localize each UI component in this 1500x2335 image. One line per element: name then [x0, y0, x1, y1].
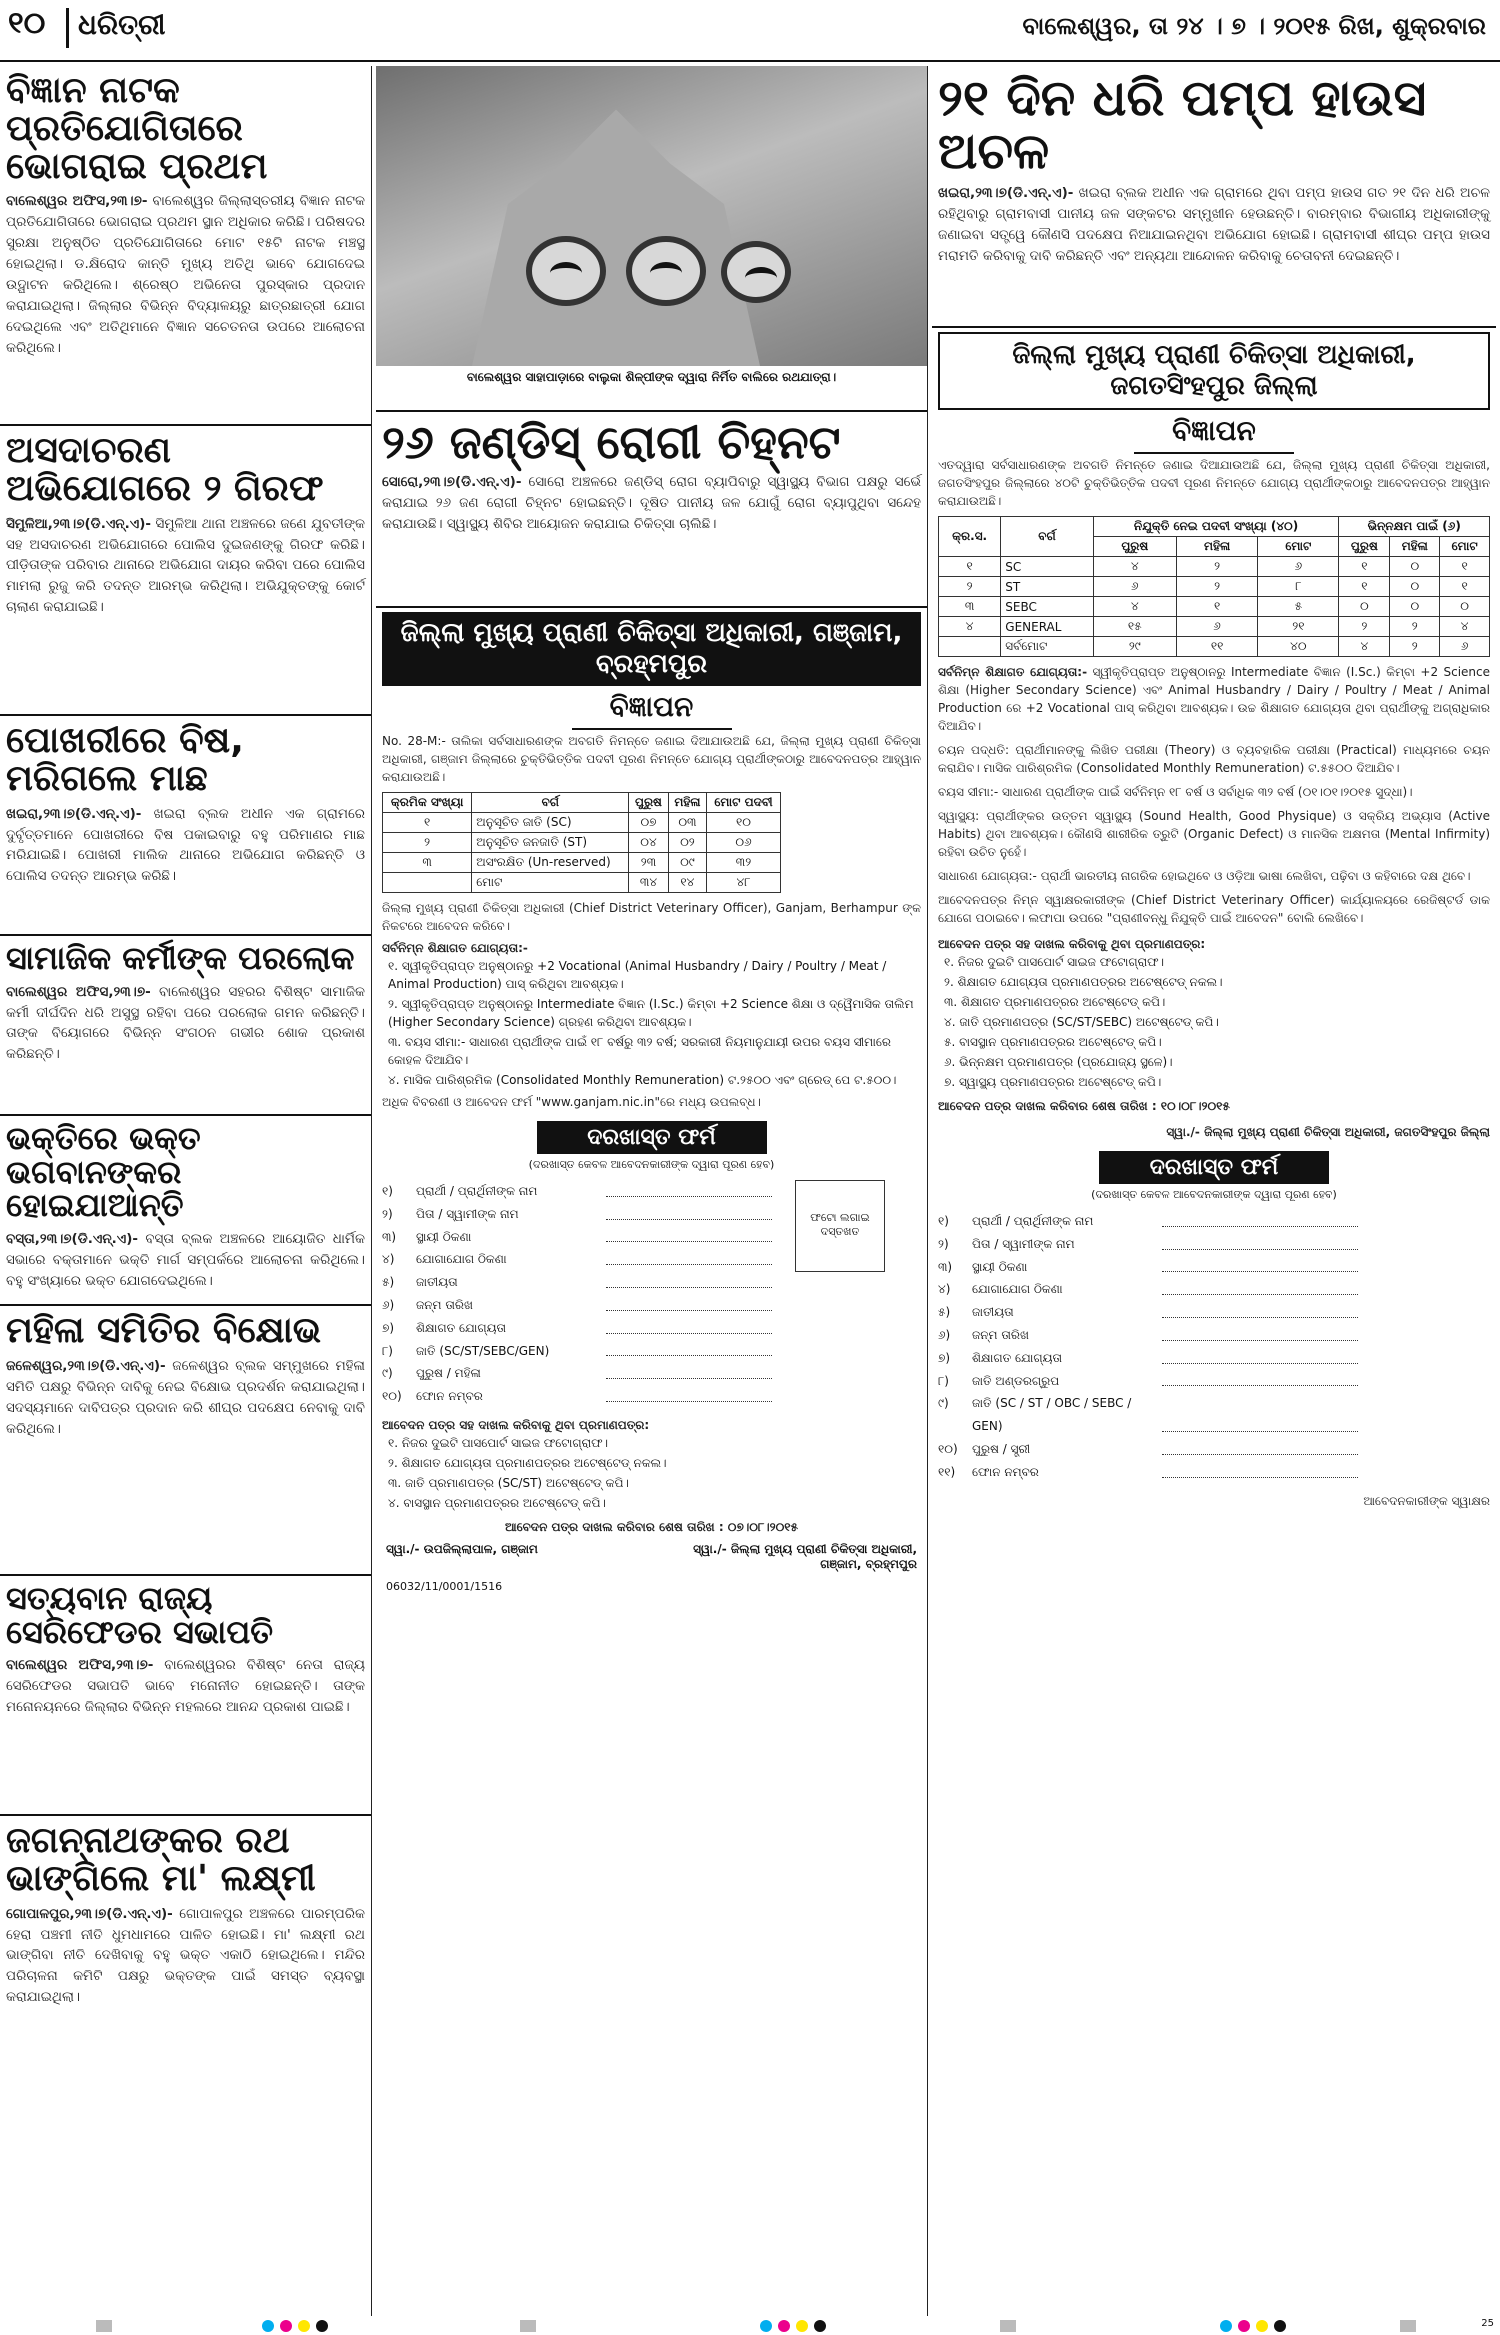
- deity-face-shape: [526, 236, 606, 306]
- list-item: ୪. ବାସସ୍ଥାନ ପ୍ରମାଣପତ୍ରର ଅଟେଷ୍ଟେଡ୍ କପି।: [388, 1495, 606, 1510]
- table-cell: ଅନୁସୂଚିତ ଜନଜାତି (ST): [472, 833, 629, 853]
- form-line: [606, 1203, 772, 1220]
- signature-block: [382, 1536, 921, 1578]
- registration-dot-yellow: [298, 2320, 310, 2332]
- form-line: [606, 1226, 772, 1243]
- table-cell: ୦: [1390, 577, 1440, 597]
- table-header-cell: କ୍ରମିକ ସଂଖ୍ୟା: [383, 793, 472, 813]
- story-body: ଜଳେଶ୍ୱର ବ୍ଲକ ସମ୍ମୁଖରେ ମହିଳା ସମିତି ପକ୍ଷରୁ ବିଭିନ୍ନ ଦାବିକୁ ନେଇ ବିକ୍ଷୋଭ ପ୍ରଦର୍ଶନ କରାଯାଇଥିଲା। ସଦସ୍ୟମାନେ ଦାବିପତ୍ର ପ୍ରଦାନ କରି ଶୀଘ୍ର ପଦକ୍ଷେପ ନେବାକୁ ଦାବି କରିଥିଲେ।: [6, 1357, 366, 1437]
- story-dateline: ଖଇରା,୨୩।୭(ଡି.ଏନ୍.ଏ)-: [6, 805, 142, 822]
- registration-bar: [96, 2320, 112, 2332]
- registration-dot-magenta: [280, 2320, 292, 2332]
- table-cell: ୧: [1440, 577, 1490, 597]
- form-title: ଦରଖାସ୍ତ ଫର୍ମ: [537, 1121, 767, 1154]
- form-label: ପୁରୁଷ / ମହିଳା: [416, 1366, 481, 1381]
- table-cell: ୪୦: [1258, 637, 1339, 657]
- form-line: [606, 1385, 772, 1402]
- right-column: [932, 66, 1496, 2316]
- form-row: [382, 1317, 772, 1340]
- form-label: ଫୋନ ନମ୍ବର: [416, 1389, 483, 1404]
- last-date: ଆବେଦନ ପତ୍ର ଦାଖଲ କରିବାର ଶେଷ ତାରିଖ : ୧୦।୦୮।୨୦୧୫: [938, 1099, 1230, 1113]
- story-body: ସିମୁଳିଆ ଥାନା ଅଞ୍ଚଳରେ ଜଣେ ଯୁବତୀଙ୍କ ସହ ଅସଦାଚରଣ ଅଭିଯୋଗରେ ପୋଲିସ ଦୁଇଜଣଙ୍କୁ ଗିରଫ କରିଛି। ପୀଡ଼ିତାଙ୍କ ପରିବାର ଥାନାରେ ଅଭିଯୋଗ ଦାୟର କରିବା ପରେ ପୋଲିସ ମାମଲା ରୁଜୁ କରି ତଦନ୍ତ ଆରମ୍ଭ କରିଥିଲା। ଅଭିଯୁକ୍ତଙ୍କୁ କୋର୍ଟ ଚାଲାଣ କରାଯାଇଛି।: [6, 515, 365, 616]
- form-number: ୪): [382, 1252, 395, 1267]
- story-jaundice: [376, 412, 927, 608]
- story-rath: [0, 1816, 371, 2306]
- story-science-drama: [0, 66, 371, 426]
- registration-dot-black: [316, 2320, 328, 2332]
- form-line: [1162, 1347, 1358, 1364]
- headline: ଜଗନ୍ନାଥଙ୍କର ରଥ ଭାଙ୍ଗିଲେ ମା' ଲକ୍ଷ୍ମୀ: [6, 1820, 316, 1899]
- form-label: ଯୋଗାଯୋଗ ଠିକଣା: [416, 1252, 507, 1267]
- table-row: [383, 873, 781, 893]
- form-number: ୧୦): [382, 1389, 402, 1404]
- notice-header: ଜିଲ୍ଲା ମୁଖ୍ୟ ପ୍ରାଣୀ ଚିକିତ୍ସା ଅଧିକାରୀ, ଗଞ୍ଜାମ, ବ୍ରହ୍ମପୁର: [382, 612, 921, 686]
- form-row: [938, 1256, 1358, 1279]
- table-cell: ୧: [1176, 597, 1257, 617]
- reference-number: 06032/11/0001/1516: [386, 1579, 503, 1593]
- table-row: [939, 617, 1490, 637]
- list-item: ୧. ନିଜର ଦୁଇଟି ପାସପୋର୍ଟ ସାଇଜ ଫଟୋଗ୍ରାଫ।: [388, 1435, 609, 1450]
- form-label: ପିତା / ସ୍ୱାମୀଙ୍କ ନାମ: [972, 1236, 1075, 1251]
- selection-text: ଚୟନ ପଦ୍ଧତି: ପ୍ରାର୍ଥୀମାନଙ୍କୁ ଲିଖିତ ପରୀକ୍ଷା (Theory) ଓ ବ୍ୟବହାରିକ ପରୀକ୍ଷା (Practical) ମାଧ୍ୟମରେ ଚୟନ କରାଯିବ। ମାସିକ ପାରିଶ୍ରମିକ (Consolidated Monthly Remuneration) ଟ.୫୫୦୦ ଦିଆଯିବ।: [938, 743, 1490, 775]
- table-cell: ୦୩: [668, 813, 707, 833]
- table-cell: GENERAL: [1001, 617, 1093, 637]
- table-cell: ୨: [939, 577, 1001, 597]
- dateline: ବାଲେଶ୍ୱର, ତା ୨୪ । ୭ । ୨୦୧୫ ରିଖ, ଶୁକ୍ରବାର: [1022, 12, 1486, 40]
- form-line: [1162, 1256, 1358, 1273]
- last-date: ଆବେଦନ ପତ୍ର ଦାଖଲ କରିବାର ଶେଷ ତାରିଖ : ୦୭।୦୮।୨୦୧୫: [505, 1519, 798, 1534]
- table-cell: ୩: [939, 597, 1001, 617]
- page-code: 25: [1481, 2318, 1494, 2329]
- headline: ପୋଖରୀରେ ବିଷ, ମରିଗଲେ ମାଛ: [6, 720, 244, 799]
- enclosure-title: ଆବେଦନ ପତ୍ର ସହ ଦାଖଲ କରିବାକୁ ଥିବା ପ୍ରମାଣପତ୍ର:: [382, 1417, 650, 1432]
- form-row: [938, 1233, 1358, 1256]
- list-item: ୩. ଶିକ୍ଷାଗତ ପ୍ରମାଣପତ୍ରର ଅଟେଷ୍ଟେଡ୍ କପି।: [944, 995, 1166, 1009]
- notice-subtitle: ବିଜ୍ଞାପନ: [938, 410, 1490, 456]
- form-row: [382, 1385, 772, 1408]
- table-group-header: ନିଯୁକ୍ତି ନେଇ ପଦବୀ ସଂଖ୍ୟା (୪୦): [1093, 517, 1339, 537]
- table-cell: ୩୨: [707, 853, 781, 873]
- table-cell: ୧୧: [1176, 637, 1257, 657]
- notice-intro: No. 28-M:- ତାଲିକା ସର୍ବସାଧାରଣଙ୍କ ଅବଗତି ନିମନ୍ତେ ଜଣାଇ ଦିଆଯାଉଅଛି ଯେ, ଜିଲ୍ଲା ମୁଖ୍ୟ ପ୍ରାଣୀ ଚିକିତ୍ସା ଅଧିକାରୀ, ଗଞ୍ଜାମ ଜିଲ୍ଲାରେ ଚୁକ୍ତିଭିତ୍ତିକ ପଦବୀ ପୂରଣ ନିମନ୍ତେ ଯୋଗ୍ୟ ପ୍ରାର୍ଥୀଙ୍କଠାରୁ ଆବେଦନପତ୍ର ଆହ୍ୱାନ କରାଯାଉଅଛି।: [382, 734, 921, 784]
- list-item: ୬. ଭିନ୍ନକ୍ଷମ ପ୍ରମାଣପତ୍ର (ପ୍ରଯୋଜ୍ୟ ସ୍ଥଳେ)।: [944, 1055, 1173, 1069]
- applicant-signature: ଆବେଦନକାରୀଙ୍କ ସ୍ୱାକ୍ଷର: [1363, 1493, 1490, 1508]
- table-cell: SC: [1001, 557, 1093, 577]
- qualification-title: ସର୍ବନିମ୍ନ ଶିକ୍ଷାଗତ ଯୋଗ୍ୟତା:-: [382, 941, 528, 955]
- table-cell: ୦୭: [629, 813, 668, 833]
- table-row: [383, 833, 781, 853]
- story-body: ଗୋପାଳପୁର ଅଞ୍ଚଳରେ ପାରମ୍ପରିକ ହେରା ପଞ୍ଚମୀ ନୀତି ଧୁମଧାମରେ ପାଳିତ ହୋଇଛି। ମା' ଲକ୍ଷ୍ମୀ ରଥ ଭାଙ୍ଗିବା ନୀତି ଦେଖିବାକୁ ବହୁ ଭକ୍ତ ଏକାଠି ହୋଇଥିଲେ। ମନ୍ଦିର ପରିଚାଳନା କମିଟି ପକ୍ଷରୁ ଭକ୍ତଙ୍କ ପାଇଁ ସମସ୍ତ ବ୍ୟବସ୍ଥା କରାଯାଇଥିଲା।: [6, 1905, 365, 2006]
- form-note: (ଦରଖାସ୍ତ କେବଳ ଆବେଦନକାରୀଙ୍କ ଦ୍ୱାରା ପୂରଣ ହେବ): [1091, 1188, 1337, 1201]
- table-cell: SEBC: [1001, 597, 1093, 617]
- headline: ଅସଦାଚରଣ ଅଭିଯୋଗରେ ୨ ଗିରଫ: [6, 430, 324, 509]
- form-row: [382, 1271, 772, 1294]
- registration-bar: [1000, 2320, 1016, 2332]
- table-cell: ୬: [1440, 637, 1490, 657]
- table-cell: ୧୦: [707, 813, 781, 833]
- form-number: ୧୧): [938, 1464, 956, 1479]
- story-body: ସୋରୋ ଅଞ୍ଚଳରେ ଜଣ୍ଡିସ୍ ରୋଗ ବ୍ୟାପିବାରୁ ସ୍ୱାସ୍ଥ୍ୟ ବିଭାଗ ପକ୍ଷରୁ ସର୍ଭେ କରାଯାଇ ୨୬ ଜଣ ରୋଗୀ ଚିହ୍ନଟ ହୋଇଛନ୍ତି। ଦୂଷିତ ପାନୀୟ ଜଳ ଯୋଗୁଁ ରୋଗ ବ୍ୟାପୁଥିବା ସନ୍ଦେହ କରାଯାଉଛି। ସ୍ୱାସ୍ଥ୍ୟ ଶିବିର ଆୟୋଜନ କରାଯାଇ ଚିକିତ୍ସା ଚାଲିଛି।: [382, 474, 921, 533]
- table-cell: ୧: [1339, 557, 1390, 577]
- table-cell: ୨: [383, 833, 472, 853]
- form-label: ପୁରୁଷ / ସ୍ତ୍ରୀ: [972, 1441, 1031, 1456]
- sand-temple-shape: [436, 96, 796, 366]
- table-header-cell: ମହିଳା: [1390, 537, 1440, 557]
- masthead-divider: [66, 8, 69, 48]
- form-label: ଜାତି (SC / ST / OBC / SEBC / GEN): [972, 1396, 1132, 1434]
- table-cell: ୨: [1176, 577, 1257, 597]
- form-label: ପ୍ରାର୍ଥୀ / ପ୍ରାର୍ଥିନୀଙ୍କ ନାମ: [972, 1214, 1094, 1228]
- table-cell: [383, 873, 472, 893]
- registration-dot-magenta: [1238, 2320, 1250, 2332]
- ganjam-notice: [376, 608, 927, 2308]
- signature-right: ସ୍ୱା./- ଜିଲ୍ଲା ମୁଖ୍ୟ ପ୍ରାଣୀ ଚିକିତ୍ସା ଅଧିକାରୀ, ଗଞ୍ଜାମ, ବ୍ରହ୍ମପୁର: [693, 1541, 917, 1571]
- form-row: [382, 1248, 772, 1271]
- story-social-worker: [0, 936, 371, 1116]
- form-label: ଫୋନ ନମ୍ବର: [972, 1464, 1039, 1479]
- form-label: ଜାତି ଅଣ୍ଡରଗ୍ରୁପ: [972, 1373, 1060, 1388]
- table-cell: ମୋଟ: [472, 873, 629, 893]
- headline: ମହିଳା ସମିତିର ବିକ୍ଷୋଭ: [6, 1310, 322, 1351]
- photo-caption: ବାଲେଶ୍ୱର ସାହାପାଡ଼ାରେ ବାଲୁକା ଶିଳ୍ପୀଙ୍କ ଦ୍ୱାରା ନିର୍ମିତ ବାଲିରେ ରଥଯାତ୍ରା।: [466, 370, 837, 384]
- table-cell: ୫: [1258, 597, 1339, 617]
- list-item: ୧. ସ୍ୱୀକୃତିପ୍ରାପ୍ତ ଅନୁଷ୍ଠାନରୁ +2 Vocational (Animal Husbandry / Dairy / Poultry / Meat / Animal Production) ପାସ୍ କରିଥିବା ଆବଶ୍ୟକ।: [388, 959, 887, 991]
- form-number: ୧): [938, 1214, 949, 1228]
- form-number: ୬): [382, 1297, 395, 1312]
- headline: ବିଜ୍ଞାନ ନାଟକ ପ୍ରତିଯୋଗିତାରେ ଭୋଗରାଇ ପ୍ରଥମ: [6, 70, 268, 187]
- story-serifed: [0, 1576, 371, 1816]
- age-text: ବୟସ ସୀମା:- ସାଧାରଣ ପ୍ରାର୍ଥୀଙ୍କ ପାଇଁ ସର୍ବନିମ୍ନ ୧୮ ବର୍ଷ ଓ ସର୍ବାଧିକ ୩୨ ବର୍ଷ (୦୧।୦୧।୨୦୧୫ ସୁଦ୍ଧା)।: [938, 785, 1413, 799]
- story-pump-house: [932, 66, 1496, 328]
- form-number: ୬): [938, 1327, 951, 1342]
- signature: ସ୍ୱା./- ଜିଲ୍ଲା ମୁଖ୍ୟ ପ୍ରାଣୀ ଚିକିତ୍ସା ଅଧିକାରୀ, ଜଗତସିଂହପୁର ଜିଲ୍ଲା: [1166, 1125, 1490, 1139]
- notice-intro: ଏତଦ୍ୱାରା ସର୍ବସାଧାରଣଙ୍କ ଅବଗତି ନିମନ୍ତେ ଜଣାଇ ଦିଆଯାଉଅଛି ଯେ, ଜିଲ୍ଲା ମୁଖ୍ୟ ପ୍ରାଣୀ ଚିକିତ୍ସା ଅଧିକାରୀ, ଜଗତସିଂହପୁର ଜିଲ୍ଲାରେ ୪୦ଟି ଚୁକ୍ତିଭିତ୍ତିକ ପଦବୀ ପୂରଣ ନିମନ୍ତେ ଯୋଗ୍ୟ ପ୍ରାର୍ଥୀଙ୍କଠାରୁ ଆବେଦନପତ୍ର ଆହ୍ୱାନ କରାଯାଉଅଛି।: [938, 458, 1490, 508]
- form-row: [938, 1278, 1358, 1301]
- form-line: [606, 1294, 772, 1311]
- table-header-cell: ବର୍ଗ: [1001, 517, 1093, 557]
- registration-dot-black: [814, 2320, 826, 2332]
- list-item: ୩. ଜାତି ପ୍ରମାଣପତ୍ର (SC/ST) ଅଟେଷ୍ଟେଡ୍ କପି।: [388, 1475, 629, 1490]
- list-item: ୨. ଶିକ୍ଷାଗତ ଯୋଗ୍ୟତା ପ୍ରମାଣପତ୍ରର ଅଟେଷ୍ଟେଡ୍ ନକଲ।: [944, 975, 1223, 989]
- table-cell: ସର୍ବମୋଟ: [1001, 637, 1093, 657]
- registration-dot-cyan: [760, 2320, 772, 2332]
- story-body: ଖଇରା ବ୍ଲକ ଅଧୀନ ଏକ ଗ୍ରାମରେ ଥିବା ପମ୍ପ ହାଉସ ଗତ ୨୧ ଦିନ ଧରି ଅଚଳ ରହିଥିବାରୁ ଗ୍ରାମବାସୀ ପାନୀୟ ଜଳ ସଙ୍କଟର ସମ୍ମୁଖୀନ ହେଉଛନ୍ତି। ବାରମ୍ବାର ବିଭାଗୀୟ ଅଧିକାରୀଙ୍କୁ ଜଣାଇବା ସତ୍ତ୍ୱେ କୌଣସି ପଦକ୍ଷେପ ନିଆଯାଇନଥିବା ଅଭିଯୋଗ ହୋଇଛି। ଗ୍ରାମବାସୀ ଶୀଘ୍ର ପମ୍ପ ହାଉସ ମରାମତି କରିବାକୁ ଦାବି କରିଛନ୍ତି ଏବଂ ଅନ୍ୟଥା ଆନ୍ଦୋଳନ କରିବାକୁ ଚେତାବନୀ ଦେଇଛନ୍ତି।: [938, 185, 1490, 264]
- story-body: ବାଲେଶ୍ୱର ସହରର ବିଶିଷ୍ଟ ସାମାଜିକ କର୍ମୀ ଦୀର୍ଘଦିନ ଧରି ଅସୁସ୍ଥ ରହିବା ପରେ ପରଲୋକ ଗମନ କରିଛନ୍ତି। ତାଙ୍କ ବିୟୋଗରେ ବିଭିନ୍ନ ସଂଗଠନ ଗଭୀର ଶୋକ ପ୍ରକାଶ କରିଛନ୍ତି।: [6, 983, 365, 1063]
- deity-face-shape: [721, 241, 791, 303]
- story-dateline: ଜଳେଶ୍ୱର,୨୩।୭(ଡି.ଏନ୍.ଏ)-: [6, 1357, 166, 1374]
- table-header-cell: ପୁରୁଷ: [629, 793, 668, 813]
- story-dateline: ଗୋପାଳପୁର,୨୩।୭(ଡି.ଏନ୍.ଏ)-: [6, 1905, 173, 1922]
- form-line: [1162, 1392, 1358, 1432]
- form-number: ୨): [382, 1206, 393, 1221]
- form-title: ଦରଖାସ୍ତ ଫର୍ମ: [1099, 1151, 1329, 1184]
- form-number: ୮): [938, 1373, 949, 1388]
- form-row: [938, 1392, 1358, 1438]
- form-label: ଶିକ୍ଷାଗତ ଯୋଗ୍ୟତା: [416, 1320, 507, 1335]
- form-number: ୧୦): [938, 1441, 958, 1456]
- registration-dot-black: [1274, 2320, 1286, 2332]
- table-cell: ୦୨: [668, 833, 707, 853]
- form-row: [382, 1203, 772, 1226]
- form-row: [938, 1347, 1358, 1370]
- form-number: ୫): [938, 1305, 951, 1320]
- middle-column: [376, 66, 928, 2316]
- table-cell: ୩୪: [629, 873, 668, 893]
- table-cell: ୦୬: [707, 833, 781, 853]
- table-row: [939, 637, 1490, 657]
- jagatsinghpur-notice: [932, 328, 1496, 2308]
- list-item: ୩. ବୟସ ସୀମା:- ସାଧାରଣ ପ୍ରାର୍ଥୀଙ୍କ ପାଇଁ ୧୮ ବର୍ଷରୁ ୩୨ ବର୍ଷ; ସରକାରୀ ନିୟମାନୁଯାୟୀ ଉପର ବୟସ ସୀମାରେ କୋହଳ ଦିଆଯିବ।: [388, 1035, 891, 1067]
- notice-header: ଜିଲ୍ଲା ମୁଖ୍ୟ ପ୍ରାଣୀ ଚିକିତ୍ସା ଅଧିକାରୀ, ଜଗତସିଂହପୁର ଜିଲ୍ଲା: [938, 332, 1490, 410]
- form-number: ୩): [382, 1229, 397, 1244]
- form-line: [1162, 1210, 1358, 1227]
- story-body: ବାଲେଶ୍ୱରର ବିଶିଷ୍ଟ ନେତା ରାଜ୍ୟ ସେରିଫେଡର ସଭାପତି ଭାବେ ମନୋନୀତ ହୋଇଛନ୍ତି। ତାଙ୍କ ମନୋନୟନରେ ଜିଲ୍ଲାର ବିଭିନ୍ନ ମହଲରେ ଆନନ୍ଦ ପ୍ରକାଶ ପାଇଛି।: [6, 1657, 366, 1716]
- table-header-cell: ମୋଟ: [1440, 537, 1490, 557]
- form-line: [1162, 1233, 1358, 1250]
- form-number: ୪): [938, 1282, 951, 1297]
- table-cell: ଅସଂରକ୍ଷିତ (Un-reserved): [472, 853, 629, 873]
- story-dateline: ଖଇରା,୨୩।୭(ଡି.ଏନ୍.ଏ)-: [938, 185, 1074, 201]
- registration-dot-cyan: [1220, 2320, 1232, 2332]
- table-row: [383, 813, 781, 833]
- table-cell: ୪: [1440, 617, 1490, 637]
- form-label: ଜାତୀୟତା: [416, 1275, 458, 1290]
- table-cell: ୪: [939, 617, 1001, 637]
- table-header-cell: ମହିଳା: [668, 793, 707, 813]
- form-number: ୧): [382, 1184, 393, 1198]
- newspaper-brand: ଧରିତ୍ରୀ: [78, 8, 166, 41]
- form-line: [606, 1180, 772, 1197]
- table-cell: ୦: [1339, 597, 1390, 617]
- table-cell: ୨୩: [629, 853, 668, 873]
- notice-subtitle: ବିଜ୍ଞାପନ: [382, 686, 921, 732]
- table-cell: ୬: [1176, 617, 1257, 637]
- form-label: ଯୋଗାଯୋଗ ଠିକଣା: [972, 1282, 1063, 1297]
- table-header-cell: ବର୍ଗ: [472, 793, 629, 813]
- application-form: [382, 1180, 921, 1408]
- print-registration-strip: [0, 2318, 1500, 2335]
- page-number: ୧୦: [8, 6, 46, 41]
- list-item: ୨. ସ୍ୱୀକୃତିପ୍ରାପ୍ତ ଅନୁଷ୍ଠାନରୁ Intermediate ବିଜ୍ଞାନ (I.Sc.) କିମ୍ବା +2 Science ଶିକ୍ଷା ଓ ଦ୍ୱୈମାସିକ ତାଲିମ (Higher Secondary Science) ଗ୍ରହଣ କରିଥିବା ଆବଶ୍ୟକ।: [388, 997, 914, 1029]
- form-number: ୯): [938, 1396, 949, 1411]
- form-number: ୭): [382, 1320, 395, 1335]
- table-cell: ୬: [1093, 577, 1176, 597]
- form-row: [382, 1226, 772, 1249]
- qualification-text: ସ୍ୱୀକୃତିପ୍ରାପ୍ତ ଅନୁଷ୍ଠାନରୁ Intermediate ବିଜ୍ଞାନ (I.Sc.) କିମ୍ବା +2 Science ଶିକ୍ଷା (Higher Secondary Science) ଏବଂ Animal Husbandry / Dairy / Poultry / Meat / Animal Production ରେ +2 Vocational ପାସ୍ କରିଥିବା ଆବଶ୍ୟକ। ଉଚ୍ଚ ଶିକ୍ଷାଗତ ଯୋଗ୍ୟତା ଥିବା ପ୍ରାର୍ଥୀଙ୍କୁ ଅଗ୍ରାଧିକାର ଦିଆଯିବ।: [938, 665, 1490, 733]
- left-column: [0, 66, 372, 2316]
- form-row: [938, 1438, 1358, 1461]
- story-body: ବାଲେଶ୍ୱର ଜିଲ୍ଲାସ୍ତରୀୟ ବିଜ୍ଞାନ ନାଟକ ପ୍ରତିଯୋଗିତାରେ ଭୋଗରାଇ ପ୍ରଥମ ସ୍ଥାନ ଅଧିକାର କରିଛି। ପରିଷଦର ସୁରକ୍ଷା ଅନୁଷ୍ଠିତ ପ୍ରତିଯୋଗିତାରେ ମୋଟ ୧୫ଟି ନାଟକ ମଞ୍ଚସ୍ଥ ହୋଇଥିଲା। ଡ.କ୍ଷିରୋଦ କାନ୍ତି ମୁଖ୍ୟ ଅତିଥି ଭାବେ ଯୋଗଦେଇ ଉଦ୍ଘାଟନ କରିଥିଲେ। ଶ୍ରେଷ୍ଠ ଅଭିନେତା ପୁରସ୍କାର ପ୍ରଦାନ କରାଯାଇଥିଲା। ଜିଲ୍ଲାର ବିଭିନ୍ନ ବିଦ୍ୟାଳୟରୁ ଛାତ୍ରଛାତ୍ରୀ ଯୋଗ ଦେଇଥିଲେ ଏବଂ ଅତିଥିମାନେ ବିଜ୍ଞାନ ସଚେତନତା ଉପରେ ଆଲୋଚନା କରିଥିଲେ।: [6, 193, 366, 356]
- table-cell: ୧: [939, 557, 1001, 577]
- table-header-cell: ମୋଟ: [1258, 537, 1339, 557]
- table-cell: ୨: [1390, 617, 1440, 637]
- photo-story: [376, 66, 927, 412]
- form-line: [606, 1271, 772, 1288]
- form-label: ଜାତୀୟତା: [972, 1305, 1014, 1320]
- table-cell: [939, 637, 1001, 657]
- story-dateline: ସିମୁଳିଆ,୨୩।୭(ଡି.ଏନ୍.ଏ)-: [6, 515, 151, 532]
- table-cell: ୧୫: [1093, 617, 1176, 637]
- enclosure-list: [382, 1434, 921, 1512]
- table-cell: ୦: [1390, 597, 1440, 617]
- enclosure-list: [938, 953, 1490, 1091]
- headline: ଭକ୍ତିରେ ଭକ୍ତ ଭଗବାନଙ୍କର ହୋଇଯାଆନ୍ତି: [6, 1119, 201, 1225]
- registration-bar: [1400, 2320, 1416, 2332]
- table-header-cell: ପୁରୁଷ: [1339, 537, 1390, 557]
- table-cell: ୧: [1339, 577, 1390, 597]
- table-row: [939, 597, 1490, 617]
- table-cell: ୧: [383, 813, 472, 833]
- general-text: ସାଧାରଣ ଯୋଗ୍ୟତା:- ପ୍ରାର୍ଥୀ ଭାରତୀୟ ନାଗରିକ ହୋଇଥିବେ ଓ ଓଡ଼ିଆ ଭାଷା ଲେଖିବା, ପଢ଼ିବା ଓ କହିବାରେ ଦକ୍ଷ ଥିବେ।: [938, 869, 1471, 883]
- story-pond-poison: [0, 716, 371, 936]
- list-item: ୧. ନିଜର ଦୁଇଟି ପାସପୋର୍ଟ ସାଇଜ ଫଟୋଗ୍ରାଫ।: [944, 955, 1165, 969]
- table-header-cell: କ୍ର.ସ.: [939, 517, 1001, 557]
- story-dateline: ବସ୍ତା,୨୩।୭(ଡି.ଏନ୍.ଏ)-: [6, 1230, 139, 1247]
- notice-website: ଅଧିକ ବିବରଣୀ ଓ ଆବେଦନ ଫର୍ମ "www.ganjam.nic.in"ରେ ମଧ୍ୟ ଉପଲବ୍ଧ।: [382, 1095, 761, 1109]
- form-label: ଶିକ୍ଷାଗତ ଯୋଗ୍ୟତା: [972, 1350, 1063, 1365]
- deity-face-shape: [626, 236, 706, 306]
- form-row: [938, 1370, 1358, 1393]
- form-number: ୮): [382, 1343, 393, 1358]
- vacancy-table: [382, 792, 781, 893]
- headline: ସତ୍ୟବାନ ରାଜ୍ୟ ସେରିଫେଡର ସଭାପତି: [6, 1579, 274, 1651]
- form-line: [1162, 1278, 1358, 1295]
- form-label: ସ୍ଥାୟୀ ଠିକଣା: [972, 1259, 1028, 1274]
- form-number: ୩): [938, 1259, 953, 1274]
- registration-dot-yellow: [1256, 2320, 1268, 2332]
- form-number: ୨): [938, 1236, 949, 1251]
- enclosure-title: ଆବେଦନ ପତ୍ର ସହ ଦାଖଲ କରିବାକୁ ଥିବା ପ୍ରମାଣପତ୍ର:: [938, 937, 1206, 951]
- form-number: ୯): [382, 1366, 393, 1381]
- qualification-list: [382, 957, 921, 1089]
- table-cell: ୦୪: [629, 833, 668, 853]
- headline: ୨୧ ଦିନ ଧରି ପମ୍ପ ହାଉସ ଅଚଳ: [938, 69, 1427, 180]
- headline: ୨୬ ଜଣ୍ଡିସ୍ ରୋଗୀ ଚିହ୍ନଟ: [382, 415, 841, 469]
- table-cell: ୨: [1339, 617, 1390, 637]
- table-cell: ୪: [1093, 597, 1176, 617]
- registration-dot-yellow: [796, 2320, 808, 2332]
- qualification-title: ସର୍ବନିମ୍ନ ଶିକ୍ଷାଗତ ଯୋଗ୍ୟତା:-: [938, 665, 1088, 679]
- table-cell: ୩: [383, 853, 472, 873]
- sand-art-photo: [376, 66, 927, 366]
- table-cell: ୦୯: [668, 853, 707, 873]
- list-item: ୭. ସ୍ୱାସ୍ଥ୍ୟ ପ୍ରମାଣପତ୍ରର ଅଟେଷ୍ଟେଡ୍ କପି।: [944, 1075, 1162, 1089]
- table-cell: ST: [1001, 577, 1093, 597]
- form-label: ପିତା / ସ୍ୱାମୀଙ୍କ ନାମ: [416, 1206, 519, 1221]
- table-row: [939, 577, 1490, 597]
- form-line: [606, 1340, 772, 1357]
- notice-address: ଜିଲ୍ଲା ମୁଖ୍ୟ ପ୍ରାଣୀ ଚିକିତ୍ସା ଅଧିକାରୀ (Chief District Veterinary Officer), Ganjam, Berhampur ଙ୍କ ନିକଟରେ ଆବେଦନ କରିବେ।: [382, 901, 921, 933]
- table-cell: ୨୧: [1258, 617, 1339, 637]
- table-cell: ୮: [1258, 577, 1339, 597]
- list-item: ୨. ଶିକ୍ଷାଗତ ଯୋଗ୍ୟତା ପ୍ରମାଣପତ୍ରର ଅଟେଷ୍ଟେଡ୍ ନକଲ।: [388, 1455, 667, 1470]
- form-row: [382, 1180, 772, 1203]
- table-cell: ୪: [1339, 637, 1390, 657]
- registration-dot-magenta: [778, 2320, 790, 2332]
- form-label: ସ୍ଥାୟୀ ଠିକଣା: [416, 1229, 472, 1244]
- form-line: [1162, 1301, 1358, 1318]
- form-row: [938, 1324, 1358, 1347]
- form-label: ଜାତି (SC/ST/SEBC/GEN): [416, 1343, 550, 1358]
- form-line: [606, 1248, 772, 1265]
- form-row: [938, 1461, 1358, 1484]
- health-text: ସ୍ୱାସ୍ଥ୍ୟ: ପ୍ରାର୍ଥୀଙ୍କର ଉତ୍ତମ ସ୍ୱାସ୍ଥ୍ୟ (Sound Health, Good Physique) ଓ ସକ୍ରିୟ ଅଭ୍ୟାସ (Active Habits) ଥିବା ଆବଶ୍ୟକ। କୌଣସି ଶାରୀରିକ ତ୍ରୁଟି (Organic Defect) ଓ ମାନସିକ ଅକ୍ଷମତା (Mental Infirmity) ରହିବା ଉଚିତ ନୁହେଁ।: [938, 809, 1490, 859]
- form-number: ୫): [382, 1275, 395, 1290]
- table-row: [939, 557, 1490, 577]
- table-header-cell: ପୁରୁଷ: [1093, 537, 1176, 557]
- form-row: [382, 1362, 772, 1385]
- table-row: [383, 853, 781, 873]
- story-dateline: ସୋରୋ,୨୩।୭(ଡି.ଏନ୍.ଏ)-: [382, 474, 522, 491]
- form-row: [938, 1210, 1358, 1233]
- story-dateline: ବାଲେଶ୍ୱର ଅଫିସ,୨୩।୭-: [6, 193, 148, 210]
- form-label: ଜନ୍ମ ତାରିଖ: [416, 1297, 473, 1312]
- table-cell: ୨: [1390, 637, 1440, 657]
- form-line: [606, 1317, 772, 1334]
- table-cell: ୨: [1176, 557, 1257, 577]
- photo-box: ଫଟୋ ଲଗାଇ ଦସ୍ତଖତ: [795, 1180, 885, 1272]
- vacancy-table: [938, 516, 1490, 657]
- application-form: [938, 1210, 1358, 1484]
- form-row: [938, 1301, 1358, 1324]
- table-cell: ୦: [1440, 597, 1490, 617]
- story-body: ଖଇରା ବ୍ଲକ ଅଧୀନ ଏକ ଗ୍ରାମରେ ଦୁର୍ବୃତ୍ତମାନେ ପୋଖରୀରେ ବିଷ ପକାଇବାରୁ ବହୁ ପରିମାଣର ମାଛ ମରିଯାଇଛି। ପୋଖରୀ ମାଲିକ ଥାନାରେ ଅଭିଯୋଗ କରିଛନ୍ତି ଓ ପୋଲିସ ତଦନ୍ତ ଆରମ୍ଭ କରିଛି।: [6, 805, 366, 885]
- apply-text: ଆବେଦନପତ୍ର ନିମ୍ନ ସ୍ୱାକ୍ଷରକାରୀଙ୍କ (Chief District Veterinary Officer) କାର୍ଯ୍ୟାଳୟରେ ରେଜିଷ୍ଟର୍ଡ ଡାକ ଯୋଗେ ପଠାଇବେ। ଲଫାପା ଉପରେ "ପ୍ରାଣୀବନ୍ଧୁ ନିଯୁକ୍ତି ପାଇଁ ଆବେଦନ" ବୋଲି ଲେଖିବେ।: [938, 893, 1490, 925]
- list-item: ୪. ମାସିକ ପାରିଶ୍ରମିକ (Consolidated Monthly Remuneration) ଟ.୨୫୦୦ ଏବଂ ଗ୍ରେଡ୍ ପେ ଟ.୫୦୦।: [388, 1073, 897, 1087]
- form-line: [1162, 1438, 1358, 1455]
- list-item: ୪. ଜାତି ପ୍ରମାଣପତ୍ର (SC/ST/SEBC) ଅଟେଷ୍ଟେଡ୍ କପି।: [944, 1015, 1219, 1029]
- headline: ସାମାଜିକ କର୍ମୀଙ୍କ ପରଲୋକ: [6, 939, 355, 977]
- signature-left: ସ୍ୱା./- ଉପଜିଲ୍ଲାପାଳ, ଗଞ୍ଜାମ: [386, 1541, 538, 1556]
- table-cell: ୨୯: [1093, 637, 1176, 657]
- form-line: [1162, 1370, 1358, 1387]
- table-header-cell: ମହିଳା: [1176, 537, 1257, 557]
- story-dateline: ବାଲେଶ୍ୱର ଅଫିସ,୨୩।୭-: [6, 983, 151, 1000]
- form-line: [606, 1362, 772, 1379]
- table-cell: ୪: [1093, 557, 1176, 577]
- table-cell: ୪୮: [707, 873, 781, 893]
- registration-bar: [520, 2320, 536, 2332]
- form-row: [382, 1294, 772, 1317]
- form-label: ପ୍ରାର୍ଥୀ / ପ୍ରାର୍ଥିନୀଙ୍କ ନାମ: [416, 1184, 538, 1198]
- table-cell: ୧୪: [668, 873, 707, 893]
- form-label: ଜନ୍ମ ତାରିଖ: [972, 1327, 1029, 1342]
- masthead: [0, 0, 1500, 62]
- table-header-cell: ମୋଟ ପଦବୀ: [707, 793, 781, 813]
- story-arrest: [0, 426, 371, 716]
- form-line: [1162, 1324, 1358, 1341]
- table-cell: ୬: [1258, 557, 1339, 577]
- table-cell: ଅନୁସୂଚିତ ଜାତି (SC): [472, 813, 629, 833]
- table-group-header: ଭିନ୍ନକ୍ଷମ ପାଇଁ (୬): [1339, 517, 1490, 537]
- form-note: (ଦରଖାସ୍ତ କେବଳ ଆବେଦନକାରୀଙ୍କ ଦ୍ୱାରା ପୂରଣ ହେବ): [528, 1158, 775, 1171]
- story-body: ବସ୍ତା ବ୍ଲକ ଅଞ୍ଚଳରେ ଆୟୋଜିତ ଧାର୍ମିକ ସଭାରେ ବକ୍ତାମାନେ ଭକ୍ତି ମାର୍ଗ ସମ୍ପର୍କରେ ଆଲୋଚନା କରିଥିଲେ। ବହୁ ସଂଖ୍ୟାରେ ଭକ୍ତ ଯୋଗଦେଇଥିଲେ।: [6, 1230, 365, 1289]
- form-line: [1162, 1461, 1358, 1478]
- list-item: ୫. ବାସସ୍ଥାନ ପ୍ରମାଣପତ୍ରର ଅଟେଷ୍ଟେଡ୍ କପି।: [944, 1035, 1162, 1049]
- form-row: [382, 1340, 772, 1363]
- registration-dot-cyan: [262, 2320, 274, 2332]
- form-number: ୭): [938, 1350, 951, 1365]
- story-women-protest: [0, 1306, 371, 1576]
- table-cell: ୦: [1390, 557, 1440, 577]
- table-cell: ୧: [1440, 557, 1490, 577]
- story-devotion: [0, 1116, 371, 1306]
- story-dateline: ବାଲେଶ୍ୱର ଅଫିସ,୨୩।୭-: [6, 1657, 154, 1674]
